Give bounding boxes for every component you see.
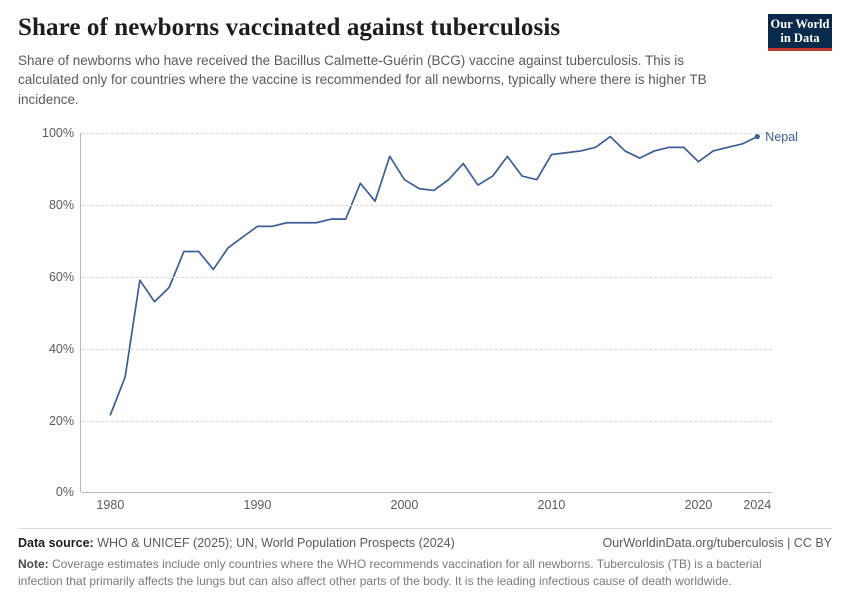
plot-region[interactable] — [42, 126, 798, 513]
x-axis-tick-label: 2024 — [743, 498, 772, 513]
x-axis-tick-label: 2020 — [684, 498, 713, 513]
data-source-prefix: Data source: — [18, 536, 94, 551]
x-axis-tick-label: 2000 — [390, 498, 419, 513]
y-axis-tick-label: 0% — [55, 485, 74, 500]
y-axis-tick-label: 100% — [42, 126, 74, 141]
y-axis-tick-label: 60% — [48, 270, 74, 285]
owid-logo[interactable] — [768, 14, 832, 51]
gridline — [81, 277, 772, 278]
chart-footer — [18, 528, 832, 590]
gridline — [81, 421, 772, 422]
series-endpoint-marker — [755, 134, 760, 139]
chart-subtitle: Share of newborns who have received the Bacillus Calmette-Guérin (BCG) vaccine against tuberculosis. This is calculated only for countries where the vaccine is recommended for all newborns, typically where there is higher TB incidence. — [18, 52, 707, 107]
x-axis-tick-label: 2010 — [537, 498, 566, 513]
chart-note-text: Coverage estimates include only countries where the WHO recommends vaccination for all newborns. Tuberculosis (TB) is a bacterial infection that primarily affects the lungs but can also affect other parts of the body. It is the leading infectious cause of death worldwide. — [18, 557, 762, 589]
line-series-layer — [81, 133, 772, 492]
gridline — [81, 492, 772, 493]
x-axis-tick-label: 1990 — [243, 498, 272, 513]
x-axis-tick-label: 1980 — [96, 498, 125, 513]
chart-note-prefix: Note: — [18, 557, 49, 572]
y-axis-tick-label: 80% — [48, 198, 74, 213]
data-source — [18, 536, 455, 550]
source-row — [18, 536, 832, 550]
y-axis-tick-label: 40% — [48, 341, 74, 356]
y-axis-tick-label: 20% — [48, 413, 74, 428]
gridline — [81, 205, 772, 206]
source-link[interactable]: OurWorldinData.org/tuberculosis | CC BY — [602, 536, 832, 551]
owid-logo-line1: Our World — [770, 17, 830, 31]
gridline — [81, 133, 772, 134]
chart-note — [18, 556, 808, 590]
footer-divider — [18, 528, 832, 529]
page-title: Share of newborns vaccinated against tuberculosis — [18, 14, 561, 41]
chart-header — [18, 14, 832, 109]
chart-area — [18, 123, 832, 518]
owid-logo-line2: in Data — [780, 31, 820, 45]
series-label-nepal: Nepal — [765, 130, 798, 145]
data-source-text: WHO & UNICEF (2025); UN, World Population Prospects (2024) — [97, 536, 455, 551]
gridline — [81, 349, 772, 350]
